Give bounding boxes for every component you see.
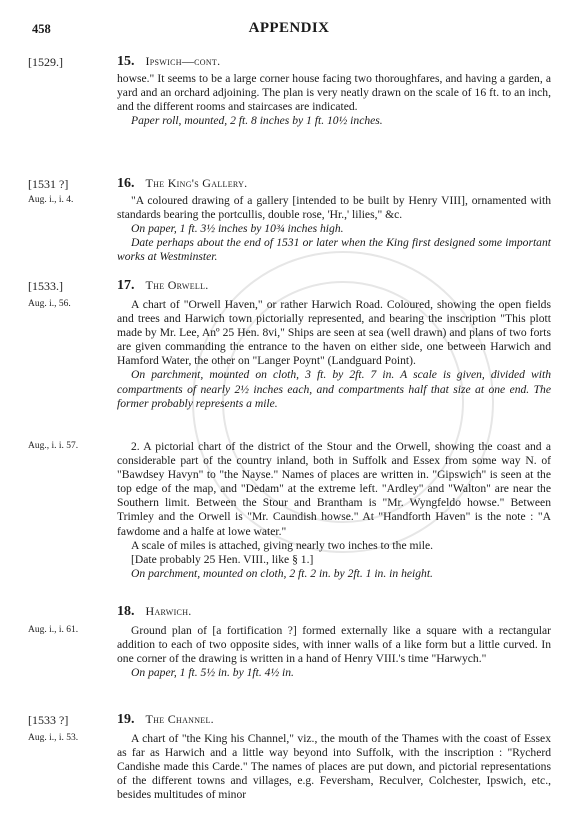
page-number: 458 <box>32 22 51 36</box>
entry-heading <box>117 712 214 728</box>
entry-number: 18. <box>117 604 135 619</box>
entry-paragraph: On parchment, mounted on cloth, 3 ft. by 2ft. 7 in. A scale is given, divided with compartments of nearly 2½ inches each, and compartments half that size at one end. The former probably represents a mile. <box>117 368 551 410</box>
entry-paragraph: A chart of "Orwell Haven," or rather Harwich Road. Coloured, showing the open fields and trees and Harwich town pictorially represented, and bearing the inscription "This plott made by Mr. Lee, Anº 25 Hen. 8vi," Ships are seen at sea (well drawn) and plans of two forts are given commanding the entrance to the haven on either side, one between Harwich and Hamford Water, the other on "Langer Poynt" (Landguard Point). <box>117 298 551 368</box>
entry-paragraph: "A coloured drawing of a gallery [intended to be built by Henry VIII], ornamented with standards bearing the portcullis, double rose, 'Hr.,' lilies," &c. <box>117 194 551 222</box>
entry-number: 17. <box>117 278 135 293</box>
entry-number: 16. <box>117 176 135 191</box>
margin-reference: Aug., i. i. 57. <box>28 441 79 451</box>
entry-number: 19. <box>117 712 135 727</box>
margin-date: [1533 ?] <box>28 713 69 727</box>
entry-body <box>117 298 551 411</box>
entry-body <box>117 732 551 802</box>
entry-title: The Orwell. <box>145 278 209 292</box>
entry-body <box>117 194 551 264</box>
entry-heading <box>117 176 247 192</box>
entry-footnote: Paper roll, mounted, 2 ft. 8 inches by 1 ft. 10½ inches. <box>131 114 383 128</box>
entry-title: Harwich. <box>145 604 192 618</box>
entry-title: The King's Gallery. <box>145 176 248 190</box>
entry-footnote: On paper, 1 ft. 3½ inches by 10¾ inches high. <box>131 222 344 236</box>
entry-body <box>117 624 551 680</box>
entry-title: Ipswich—cont. <box>145 54 221 68</box>
entry-paragraph: [Date probably 25 Hen. VIII., like § 1.] <box>131 552 314 566</box>
entry-heading <box>117 604 192 620</box>
margin-reference: Aug. i., i. 61. <box>28 625 79 635</box>
running-title: APPENDIX <box>248 20 330 36</box>
entry-paragraph: A chart of "the King his Channel," viz., the mouth of the Thames with the coast of Essex as far as Harwich and a little way beyond into Suffolk, with the inscription : "Rycherd Candishe made this Carde." The names of places are put down, and pictorial representations of the different towns and villages, e.g. Feversham, Reculver, Colchester, Ipswich, etc., besides multitudes of minor <box>117 732 551 802</box>
margin-date: [1533.] <box>28 279 63 293</box>
entry-paragraph: A scale of miles is attached, giving nearly two inches to the mile. <box>131 538 434 552</box>
entry-body <box>117 440 551 581</box>
margin-date: [1531 ?] <box>28 177 69 191</box>
margin-reference: Aug. i., i. 53. <box>28 733 79 743</box>
entry-heading <box>117 54 220 70</box>
margin-reference: Aug. i., i. 4. <box>28 195 74 205</box>
page-header <box>28 18 550 40</box>
entry-note: Date perhaps about the end of 1531 or later when the King first designed some important works at Westminster. <box>117 236 551 264</box>
margin-date: [1529.] <box>28 55 63 69</box>
entry-paragraph: howse." It seems to be a large corner house facing two thoroughfares, and having a garden, a yard and an orchard adjoining. The plan is very neatly drawn on the scale of 16 ft. to an inch, and the different rooms and staircases are indicated. <box>117 72 551 114</box>
entry-footnote: On parchment, mounted on cloth, 2 ft. 2 in. by 2ft. 1 in. in height. <box>131 566 433 580</box>
entry-heading <box>117 278 209 294</box>
entry-footnote: On paper, 1 ft. 5½ in. by 1ft. 4½ in. <box>131 666 294 680</box>
entry-paragraph: Ground plan of [a fortification ?] formed externally like a square with a rectangular addition to each of two opposite sides, with inner walls of a like form but a little curved. In one corner of the drawing is written in a hand of Henry VIII.'s time "Harwych." <box>117 624 551 666</box>
entry-body <box>117 72 551 128</box>
entry-paragraph: 2. A pictorial chart of the district of the Stour and the Orwell, showing the coast and a considerable part of the country inland, both in Suffolk and Essex from some way N. of "Bawdsey Havyn" to "the Nayse." Names of places are written in. "Gipswich" is seen at the top edge of the map, and "Dedam" at the extreme left. "Ardley" and "Walton" are near the Southern limit. Between the Stour and Brantham is "Mr. Wyngfeldo howse." Between Trimley and the Orwell is "Mr. Caundish howse." At "Handforth Haven" is the note : "A fawdome and a halfe at lowe water." <box>117 440 551 538</box>
entry-title: The Channel. <box>145 712 214 726</box>
margin-reference: Aug. i., 56. <box>28 299 71 309</box>
entry-number: 15. <box>117 54 135 69</box>
